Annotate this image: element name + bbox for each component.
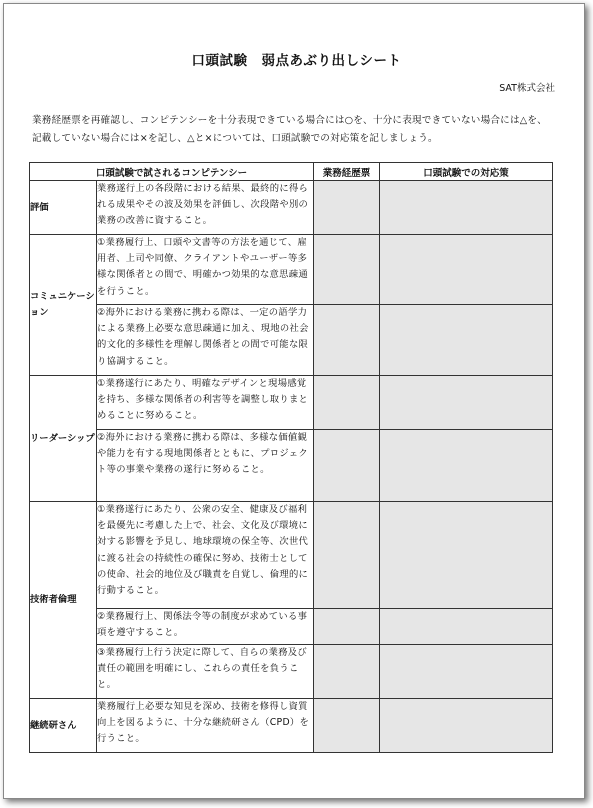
countermeasure-cell[interactable]	[380, 699, 553, 753]
competency-text: ②海外における業務に携わる際は、一定の語学力による業務上必要な意思疎通に加え、現地の社会的文化的多様性を理解し関係者との間で可能な限り協調すること。	[97, 305, 314, 376]
competency-text: ①業務遂行にあたり、公衆の安全、健康及び福利を最優先に考慮した上で、社会、文化及び環境に対する影響を予見し、地球環境の保全等、次世代に渡る社会の持続性の確保に努め、技術士としての使命、社会的地位及び職責を自覚し、倫理的に行動すること。	[97, 502, 314, 609]
area-continuous-learning: 継続研さん	[30, 699, 97, 753]
work-history-cell[interactable]	[314, 376, 380, 430]
table-row	[30, 502, 553, 609]
table-header-row	[30, 163, 553, 181]
area-evaluation: 評価	[30, 181, 97, 235]
countermeasure-cell[interactable]	[380, 376, 553, 430]
work-history-cell[interactable]	[314, 699, 380, 753]
countermeasure-cell[interactable]	[380, 645, 553, 699]
table-row	[30, 430, 553, 502]
competency-text: ①業務遂行にあたり、明確なデザインと現場感覚を持ち、多様な関係者の利害等を調整し取りまとめることに努めること。	[97, 376, 314, 430]
countermeasure-cell[interactable]	[380, 430, 553, 502]
work-history-cell[interactable]	[314, 430, 380, 502]
table-row	[30, 305, 553, 376]
work-history-cell[interactable]	[314, 502, 380, 609]
work-history-cell[interactable]	[314, 305, 380, 376]
competency-text: ②業務履行上、関係法令等の制度が求めている事項を遵守すること。	[97, 609, 314, 645]
table-row	[30, 609, 553, 645]
table-row	[30, 376, 553, 430]
work-history-cell[interactable]	[314, 181, 380, 235]
countermeasure-cell[interactable]	[380, 502, 553, 609]
competency-text: ①業務履行上、口頭や文書等の方法を通じて、雇用者、上司や同僚、クライアントやユーザー等多様な関係者との間で、明確かつ効果的な意思疎通を行うこと。	[97, 235, 314, 305]
page-title: 口頭試験 弱点あぶり出しシート	[191, 53, 402, 69]
table-row	[30, 181, 553, 235]
area-communication: コミュニケーション	[30, 235, 97, 376]
countermeasure-cell[interactable]	[380, 181, 553, 235]
work-history-cell[interactable]	[314, 645, 380, 699]
instructions-paragraph: 業務経歴票を再確認し、コンピテンシーを十分表現できている場合には○を、十分に表現できていない場合には△を、記載していない場合には×を記し、△と×については、口頭試験での対応策を記しましょう。	[32, 115, 547, 144]
header-competency: 口頭試験で試されるコンピテンシー	[30, 163, 314, 181]
work-history-cell[interactable]	[314, 235, 380, 305]
header-work-history: 業務経歴票	[314, 163, 380, 181]
table-row	[30, 699, 553, 753]
competency-text: ②海外における業務に携わる際は、多様な価値観や能力を有する現地関係者とともに、プロジェクト等の事業や業務の遂行に努めること。	[97, 430, 314, 502]
company-name: SAT株式会社	[499, 83, 555, 94]
work-history-cell[interactable]	[314, 609, 380, 645]
table-row	[30, 235, 553, 305]
header-countermeasure: 口頭試験での対応策	[380, 163, 553, 181]
countermeasure-cell[interactable]	[380, 235, 553, 305]
table-row	[30, 645, 553, 699]
competency-text: 業務遂行上の各段階における結果、最終的に得られる成果やその波及効果を評価し、次段階や別の業務の改善に資すること。	[97, 181, 314, 235]
competency-table	[29, 162, 553, 753]
countermeasure-cell[interactable]	[380, 305, 553, 376]
countermeasure-cell[interactable]	[380, 609, 553, 645]
area-engineering-ethics: 技術者倫理	[30, 502, 97, 699]
area-leadership: リーダーシップ	[30, 376, 97, 502]
competency-text: ③業務履行上行う決定に際して、自らの業務及び責任の範囲を明確にし、これらの責任を負うこと。	[97, 645, 314, 699]
competency-text: 業務履行上必要な知見を深め、技術を修得し資質向上を図るように、十分な継続研さん（CPD）を行うこと。	[97, 699, 314, 753]
